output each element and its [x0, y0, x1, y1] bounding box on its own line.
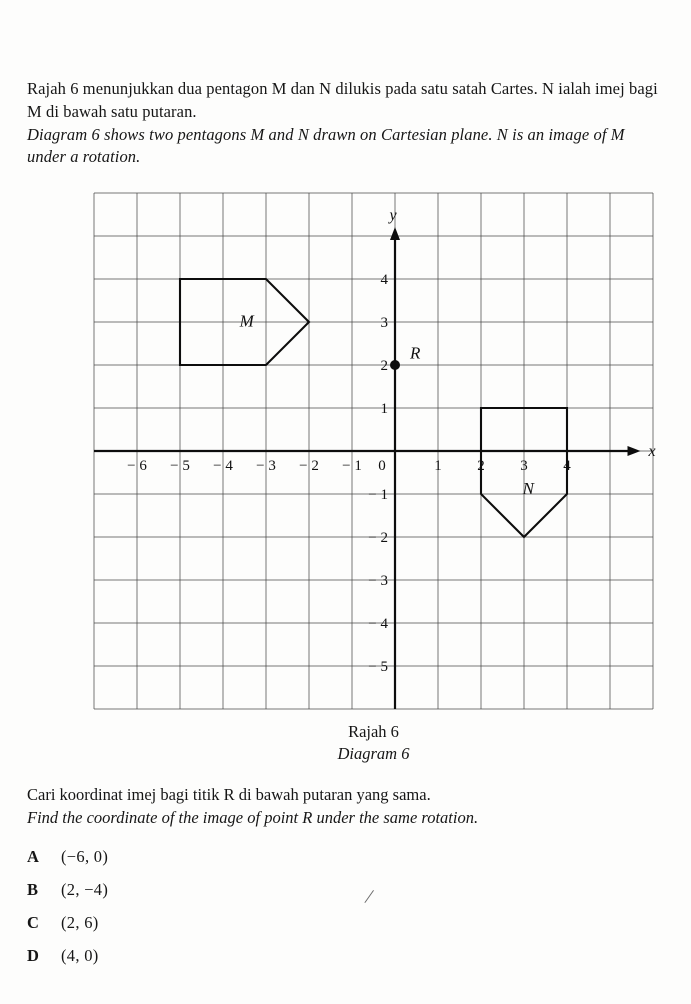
statement-malay: Rajah 6 menunjukkan dua pentagon M dan N dilukis pada satu satah Cartes. N ialah imej bagi M di bawah satu putaran.	[27, 79, 658, 121]
option-letter: B	[27, 880, 39, 900]
x-tick-label: − 1	[342, 458, 362, 475]
x-tick-label: − 2	[299, 458, 319, 475]
y-axis-label: y	[389, 207, 397, 225]
option-value: (4, 0)	[61, 946, 99, 966]
y-tick-label: − 1	[368, 487, 388, 504]
cartesian-plane	[84, 183, 663, 719]
x-tick-label: − 5	[170, 458, 190, 475]
stray-pen-mark: /	[364, 885, 374, 909]
pentagon-M-label: M	[239, 311, 254, 331]
y-tick-label: 2	[380, 358, 388, 375]
y-tick-label: − 4	[368, 616, 388, 633]
task-english: Find the coordinate of the image of point R under the same rotation.	[27, 807, 479, 827]
x-tick-label: 1	[434, 458, 442, 475]
caption-malay: Rajah 6	[348, 722, 399, 742]
x-axis-arrow-icon	[628, 446, 641, 456]
x-tick-label: 4	[563, 458, 571, 475]
answer-option-a	[27, 847, 665, 867]
y-tick-label: − 5	[368, 659, 388, 676]
origin-label: 0	[378, 458, 386, 475]
answer-option-b	[27, 880, 665, 900]
x-tick-label: − 3	[256, 458, 276, 475]
diagram-figure	[84, 183, 665, 764]
option-letter: A	[27, 847, 39, 867]
answer-option-c	[27, 913, 665, 933]
y-tick-label: 1	[380, 401, 388, 418]
y-tick-label: 3	[380, 315, 388, 332]
task-malay: Cari koordinat imej bagi titik R di bawah putaran yang sama.	[27, 784, 431, 804]
x-tick-label: 3	[520, 458, 528, 475]
point-R	[390, 360, 400, 370]
y-tick-label: − 3	[368, 573, 388, 590]
statement-english: Diagram 6 shows two pentagons M and N drawn on Cartesian plane. N is an image of M under a rotation.	[27, 124, 625, 167]
option-value: (2, −4)	[61, 880, 109, 900]
diagram-caption	[84, 721, 663, 764]
y-tick-label: − 2	[368, 530, 388, 547]
y-axis-arrow-icon	[390, 227, 400, 240]
x-axis-label: x	[648, 443, 656, 461]
caption-english: Diagram 6	[337, 743, 410, 763]
option-letter: D	[27, 946, 39, 966]
answer-option-d	[27, 946, 665, 966]
answer-options	[27, 847, 665, 966]
option-value: (−6, 0)	[61, 847, 109, 867]
question-statement	[27, 78, 665, 169]
point-R-label: R	[410, 343, 421, 363]
option-letter: C	[27, 913, 39, 933]
option-value: (2, 6)	[61, 913, 99, 933]
x-tick-label: − 4	[213, 458, 233, 475]
x-tick-label: − 6	[127, 458, 147, 475]
question-task	[27, 784, 665, 830]
y-tick-label: 4	[380, 272, 388, 289]
pentagon-N-label: N	[522, 479, 534, 499]
x-tick-label: 2	[477, 458, 485, 475]
